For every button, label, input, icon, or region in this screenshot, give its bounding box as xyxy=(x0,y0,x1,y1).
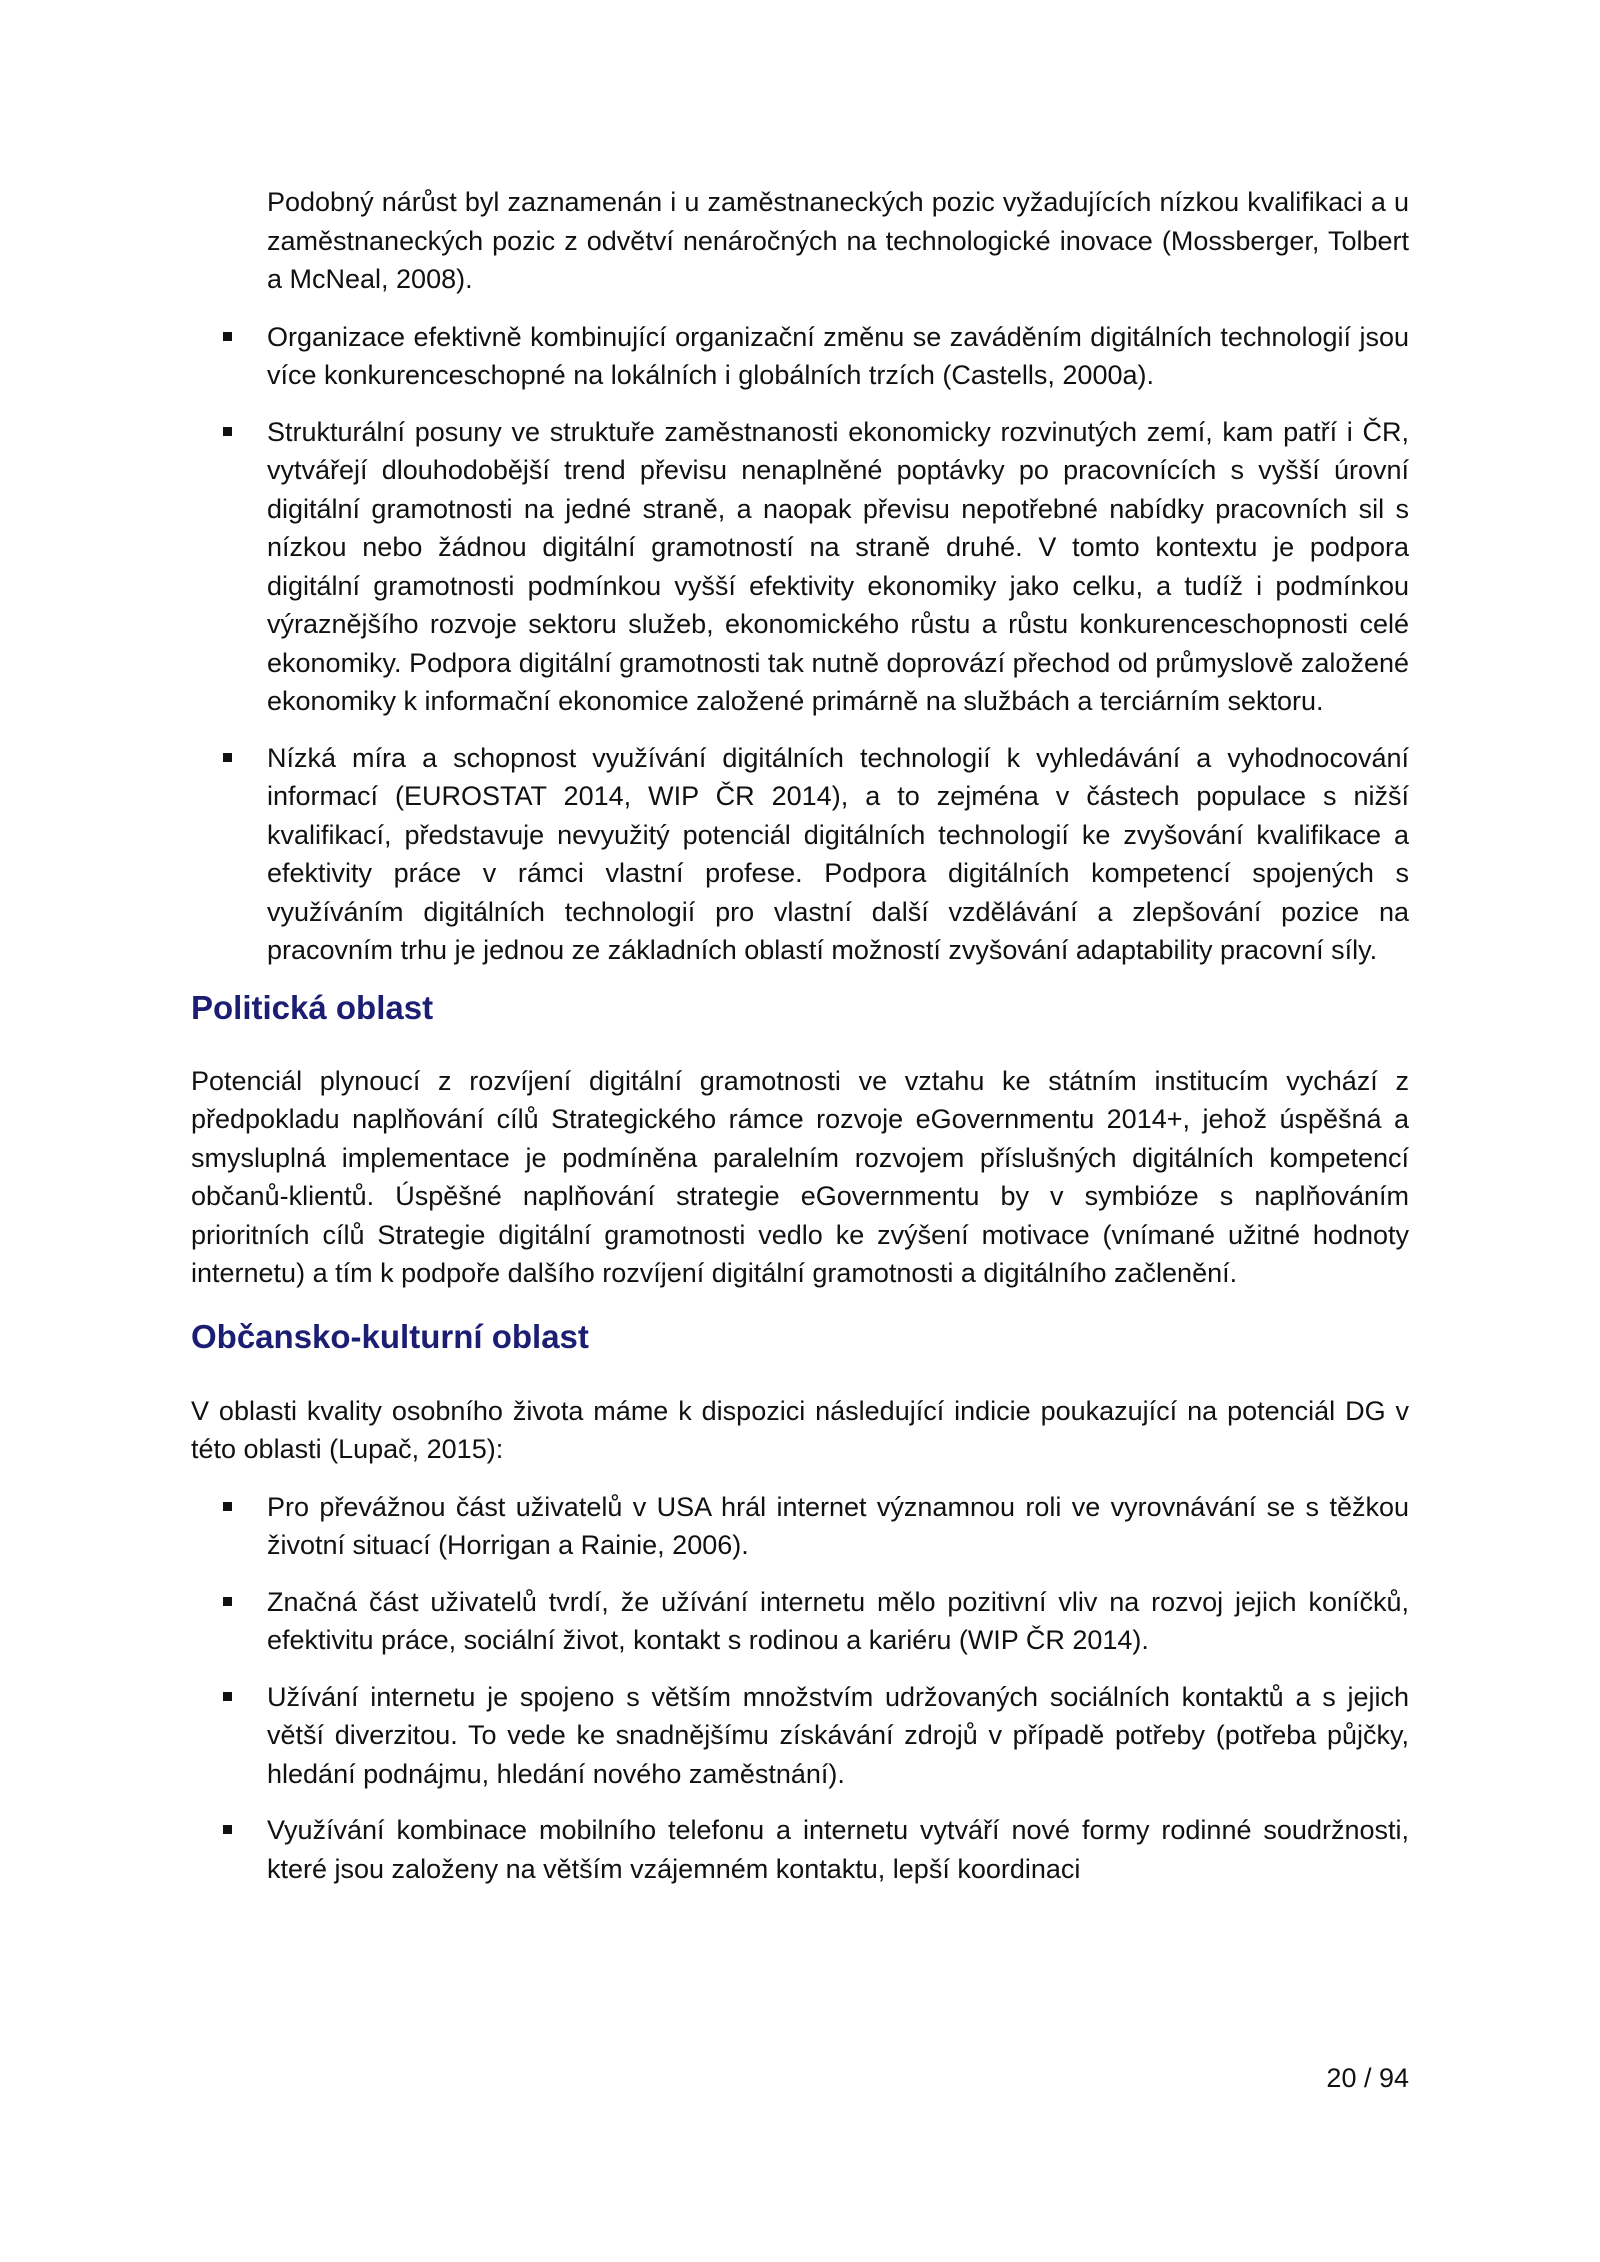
list-item xyxy=(191,739,1409,970)
page-number: 20 / 94 xyxy=(1326,2063,1409,2093)
section-heading-political: Politická oblast xyxy=(191,988,434,1026)
list-item xyxy=(191,1583,1409,1660)
square-bullet-icon xyxy=(223,753,232,762)
page-content xyxy=(191,183,1409,1906)
continuation-paragraph: Podobný nárůst byl zaznamenán i u zaměstnaneckých pozic vyžadujících nízkou kvalifikaci a u zaměstnaneckých pozic z odvětví nenáročných na technologické inovace (Mossberger, Tolbert a McNeal, 2008). xyxy=(267,187,1409,294)
bullet-list-economic xyxy=(191,318,1409,970)
bullet-list-civic xyxy=(191,1488,1409,1889)
square-bullet-icon xyxy=(223,1692,232,1701)
square-bullet-icon xyxy=(223,1825,232,1834)
square-bullet-icon xyxy=(223,427,232,436)
list-item-text: Využívání kombinace mobilního telefonu a internetu vytváří nové formy rodinné soudržnosti, které jsou založeny na větším vzájemném kontaktu, lepší koordinaci xyxy=(267,1815,1409,1884)
list-item xyxy=(191,1811,1409,1888)
list-item-text: Strukturální posuny ve struktuře zaměstnanosti ekonomicky rozvinutých zemí, kam patří i ČR, vytvářejí dlouhodobější trend převisu nenaplněné poptávky po pracovnících s vyšší úrovní digitální gramotnosti na jedné straně, a naopak převisu nepotřebné nabídky pracovních sil s nízkou nebo žádnou digitální gramotností na straně druhé. V tomto kontextu je podpora digitální gramotnosti podmínkou vyšší efektivity ekonomiky jako celku, a tudíž i podmínkou výraznějšího rozvoje sektoru služeb, ekonomického růstu a růstu konkurenceschopnosti celé ekonomiky. Podpora digitální gramotnosti tak nutně doprovází přechod od průmyslově založené ekonomiky k informační ekonomice založené primárně na službách a terciárním sektoru. xyxy=(267,416,1409,716)
list-item xyxy=(191,413,1409,721)
list-item-text: Užívání internetu je spojeno s větším množstvím udržovaných sociálních kontaktů a s jejich větší diverzitou. To vede ke snadnějšímu získávání zdrojů v případě potřeby (potřeba půjčky, hledání podnájmu, hledání nového zaměstnání). xyxy=(267,1681,1409,1789)
political-paragraph: Potenciál plynoucí z rozvíjení digitální gramotnosti ve vztahu ke státním institucím vychází z předpokladu naplňování cílů Strategického rámce rozvoje eGovernmentu 2014+, jehož úspěšná a smysluplná implementace je podmíněna paralelním rozvojem příslušných digitálních kompetencí občanů-klientů. Úspěšné naplňování strategie eGovernmentu by v symbióze s naplňováním prioritních cílů Strategie digitální gramotnosti vedlo ke zvýšení motivace (vnímané užitné hodnoty internetu) a tím k podpoře dalšího rozvíjení digitální gramotnosti a digitálního začlenění. xyxy=(191,1065,1409,1288)
list-item xyxy=(191,1678,1409,1794)
list-item-text: Nízká míra a schopnost využívání digitálních technologií k vyhledávání a vyhodnocování informací (EUROSTAT 2014, WIP ČR 2014), a to zejména v částech populace s nižší kvalifikací, představuje nevyužitý potenciál digitálních technologií ke zvyšování kvalifikace a efektivity práce v rámci vlastní profese. Podpora digitálních kompetencí spojených s využíváním digitálních technologií pro vlastní další vzdělávání a zlepšování pozice na pracovním trhu je jednou ze základních oblastí možností zvyšování adaptability pracovní síly. xyxy=(267,742,1409,965)
section-heading-civic: Občansko-kulturní oblast xyxy=(191,1317,589,1355)
square-bullet-icon xyxy=(223,332,232,341)
civic-intro-paragraph: V oblasti kvality osobního života máme k dispozici následující indicie poukazující na potenciál DG v této oblasti (Lupač, 2015): xyxy=(191,1395,1409,1464)
square-bullet-icon xyxy=(223,1597,232,1606)
square-bullet-icon xyxy=(223,1502,232,1511)
list-item-text: Pro převážnou část uživatelů v USA hrál internet významnou roli ve vyrovnávání se s těžkou životní situací (Horrigan a Rainie, 2006). xyxy=(267,1491,1409,1560)
list-item-text: Značná část uživatelů tvrdí, že užívání internetu mělo pozitivní vliv na rozvoj jejich koníčků, efektivitu práce, sociální život, kontakt s rodinou a kariéru (WIP ČR 2014). xyxy=(267,1586,1409,1655)
list-item xyxy=(191,318,1409,395)
list-item-text: Organizace efektivně kombinující organizační změnu se zaváděním digitálních technologií jsou více konkurenceschopné na lokálních i globálních trzích (Castells, 2000a). xyxy=(267,321,1409,390)
list-item xyxy=(191,1488,1409,1565)
